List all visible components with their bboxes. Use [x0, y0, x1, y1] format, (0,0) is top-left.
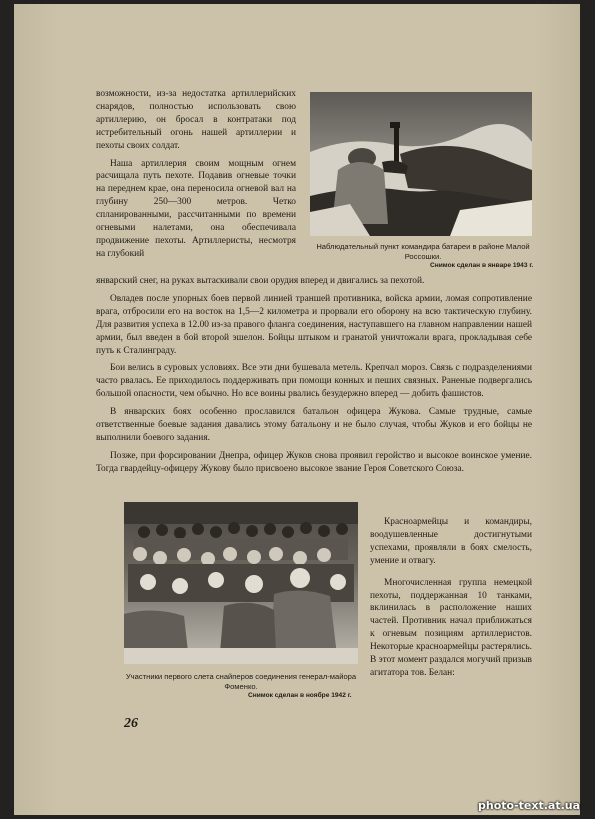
photo2-date: Снимок сделан в ноябре 1942 г.: [248, 692, 352, 699]
photo-observation-post: [310, 92, 532, 236]
observation-post-image: [310, 92, 532, 236]
paragraph-red-army: Красноармейцы и командиры, воодушевленные достигнутыми успехами, проявляли в боях смелость, умение и отвагу.: [370, 517, 532, 566]
watermark: photo-text.at.ua: [478, 799, 581, 812]
photo1-caption: Наблюдательный пункт командира батареи в районе Малой Россошки.: [316, 242, 530, 261]
book-page: [14, 4, 580, 815]
paragraph-continuation: возможности, из-за недостатка артиллерийских снарядов, полностью использовать свою артиллерию, он бросал в контратаки под истребительный огонь нашей артиллерии и пехоты своих солдат.: [96, 89, 296, 151]
paragraph-snow: январский снег, на руках вытаскивали свои орудия вперед и двигались за пехотой.: [96, 276, 425, 286]
paragraph-german-infantry: Многочисленная группа немецкой пехоты, поддержанная 10 танками, вклинилась в расположение наших частей. Противник начал приближаться к огневым позициям артиллеристов. Некоторые красноармейцы растерялись. В этот момент раздался могучий призыв агитатора тов. Белан:: [370, 577, 532, 678]
paragraph-conditions: Бои велись в суровых условиях. Все эти дни бушевала метель. Крепчал мороз. Связь с подразделениями часто рвалась. Ее приходилось поддерживать при помощи конных и пеших связных. Раненые подвергались большой опасности, чем обычно. Но все воины рвались безудержно вперед — добить фашистов.: [96, 363, 532, 400]
paragraph-artillery: Наша артиллерия своим мощным огнем расчищала путь пехоте. Подавив огневые точки на переднем крае, она переносила огневой вал на глубину 250—300 метров. Четко спланированными, рассчитанными по времени огневыми налетами, она обеспечивала продвижение пехоты. Артиллеристы, несмотря на глубокий: [96, 158, 296, 259]
left-column-text: [96, 88, 296, 261]
paragraph-zhukov-battalion: В январских боях особенно прославился батальон офицера Жукова. Самые трудные, самые ответственные боевые задания давались этому батальону и не было случая, чтобы Жуков и его бойцы не выполнили боевого задания.: [96, 407, 532, 443]
right-column-text: [370, 516, 532, 680]
photo-snipers: [124, 502, 358, 664]
photo2-caption: Участники первого слета снайперов соединения генерал-майора Фоменко.: [125, 672, 357, 691]
photo1-date: Снимок сделан в январе 1943 г.: [430, 262, 534, 269]
paragraph-breakthrough: Овладев после упорных боев первой линией траншей противника, войска армии, ломая сопротивление врага, отбросили его на восток на 1,5—2 километра и прорвали его оборону на всю тактическую глубину. Для развития успеха в 12.00 из-за правого фланга соединения, наступавшего на главном направлении нашей армии, был введен в бой второй эшелон. Бойцы штыком и гранатой уничтожали врага, прокладывая себе путь к Сталинграду.: [96, 293, 532, 356]
snipers-image: [124, 502, 358, 664]
wide-text: [96, 275, 532, 476]
paragraph-dnieper: Позже, при форсировании Днепра, офицер Жуков снова проявил геройство и высокое воинское умение. Тогда гвардейцу-офицеру Жукову было присвоено высокое звание Героя Советского Союза.: [96, 450, 532, 474]
page-number: 26: [124, 716, 138, 731]
